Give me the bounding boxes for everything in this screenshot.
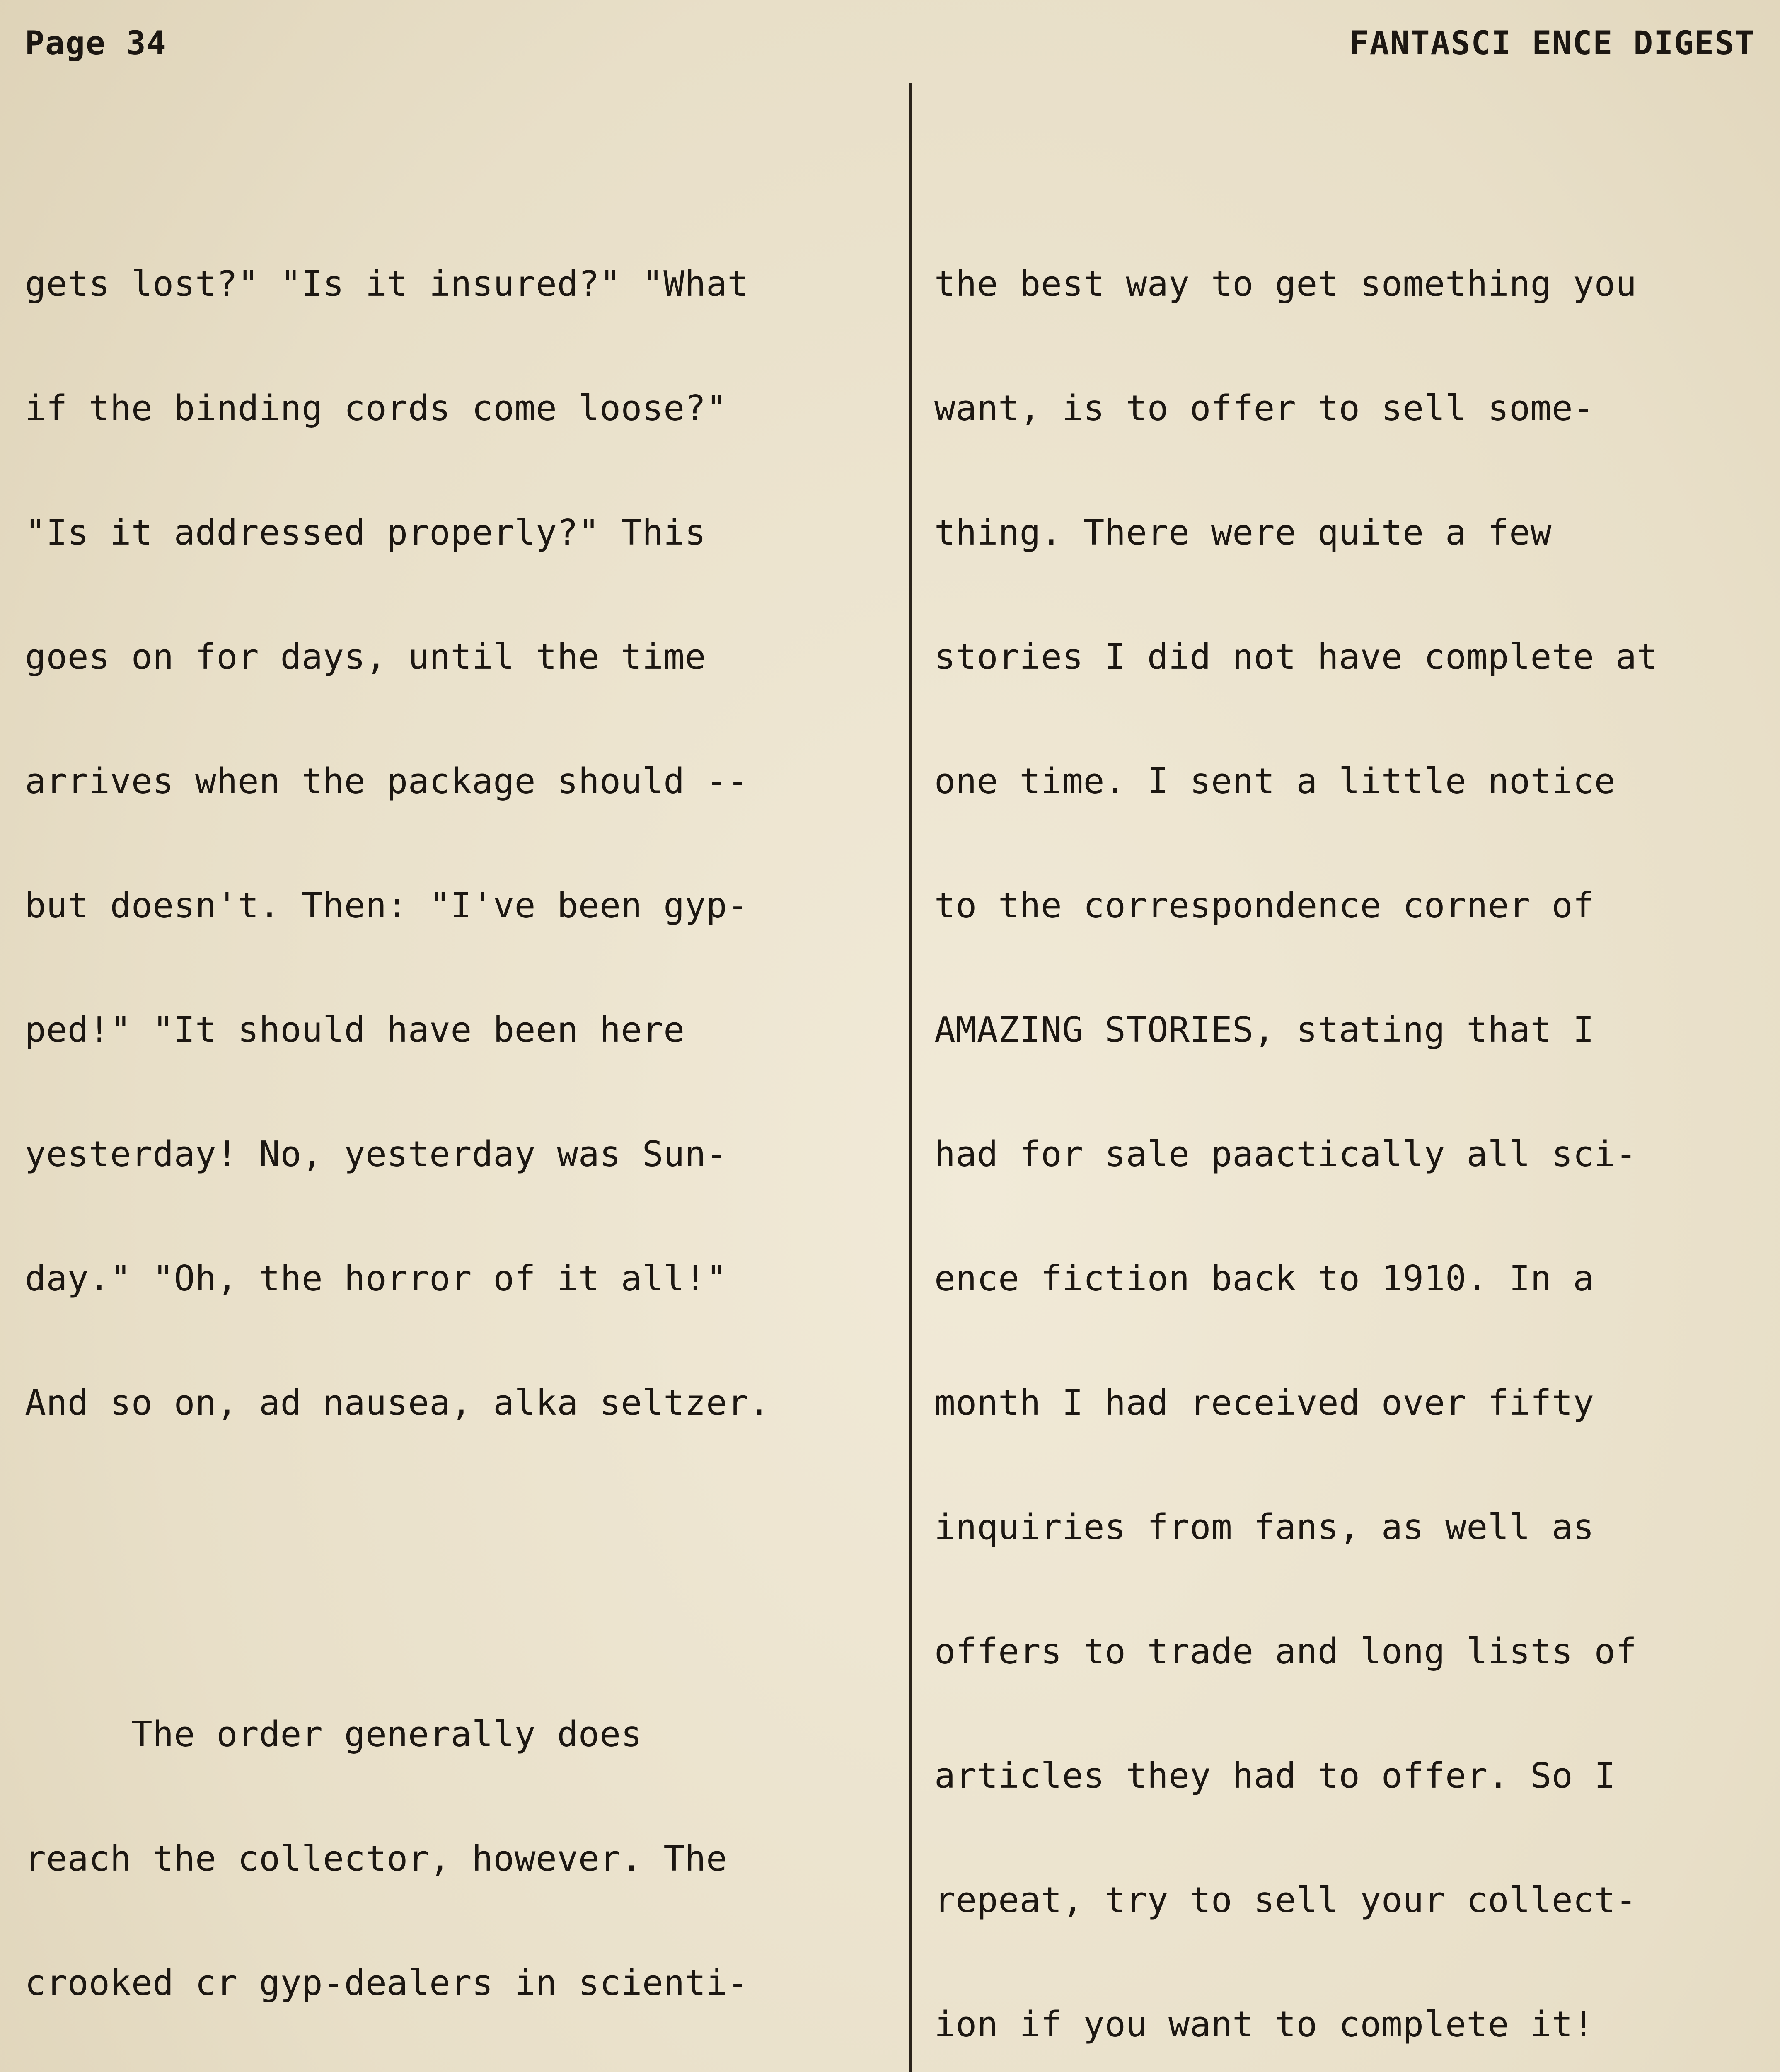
text-line: one time. I sent a little notice [934,761,1616,801]
text-line: crooked cr gyp-dealers in scienti- [25,1963,749,2003]
text-line: offers to trade and long lists of [934,1631,1637,1672]
text-line: ped!" "It should have been here [25,1009,685,1050]
left-column [25,97,878,2072]
page-number: Page 34 [25,25,167,62]
text-line: month I had received over fifty [934,1382,1594,1423]
text-line: day." "Oh, the horror of it all!" [25,1258,728,1299]
text-line: if the binding cords come loose?" [25,388,728,428]
text-line: The order generally does [25,1714,642,1755]
text-line: repeat, try to sell your collect- [934,1880,1637,1920]
text-line: yesterday! No, yesterday was Sun- [25,1134,728,1174]
page-header [25,17,1755,75]
text-line: but doesn't. Then: "I've been gyp- [25,885,749,926]
publication-title: FANTASCI ENCE DIGEST [1349,25,1755,62]
text-line: And so on, ad nausea, alka seltzer. [25,1382,770,1423]
text-line: goes on for days, until the time [25,637,706,677]
column-divider [909,83,912,2072]
text-line: thing. There were quite a few [934,512,1552,553]
text-line: inquiries from fans, as well as [934,1507,1594,1547]
text-line: articles they had to offer. So I [934,1755,1616,1796]
text-line: ence fiction back to 1910. In a [934,1258,1594,1299]
text-line: gets lost?" "Is it insured?" "What [25,264,749,304]
text-line: stories I did not have complete at [934,637,1658,677]
text-line: to the correspondence corner of [934,885,1594,926]
right-column [934,97,1763,2072]
text-line: want, is to offer to sell some- [934,388,1594,428]
paragraph [25,1631,878,2072]
text-line: had for sale paactically all sci- [934,1134,1637,1174]
text-line: AMAZING STORIES, stating that I [934,1009,1594,1050]
text-line: reach the collector, however. The [25,1838,728,1879]
text-line: ion if you want to complete it! [934,2004,1594,2045]
text-line: the best way to get something you [934,264,1637,304]
text-line: arrives when the package should -- [25,761,749,801]
text-line: "Is it addressed properly?" This [25,512,706,553]
paragraph [25,180,878,1506]
paragraph [934,180,1763,2072]
